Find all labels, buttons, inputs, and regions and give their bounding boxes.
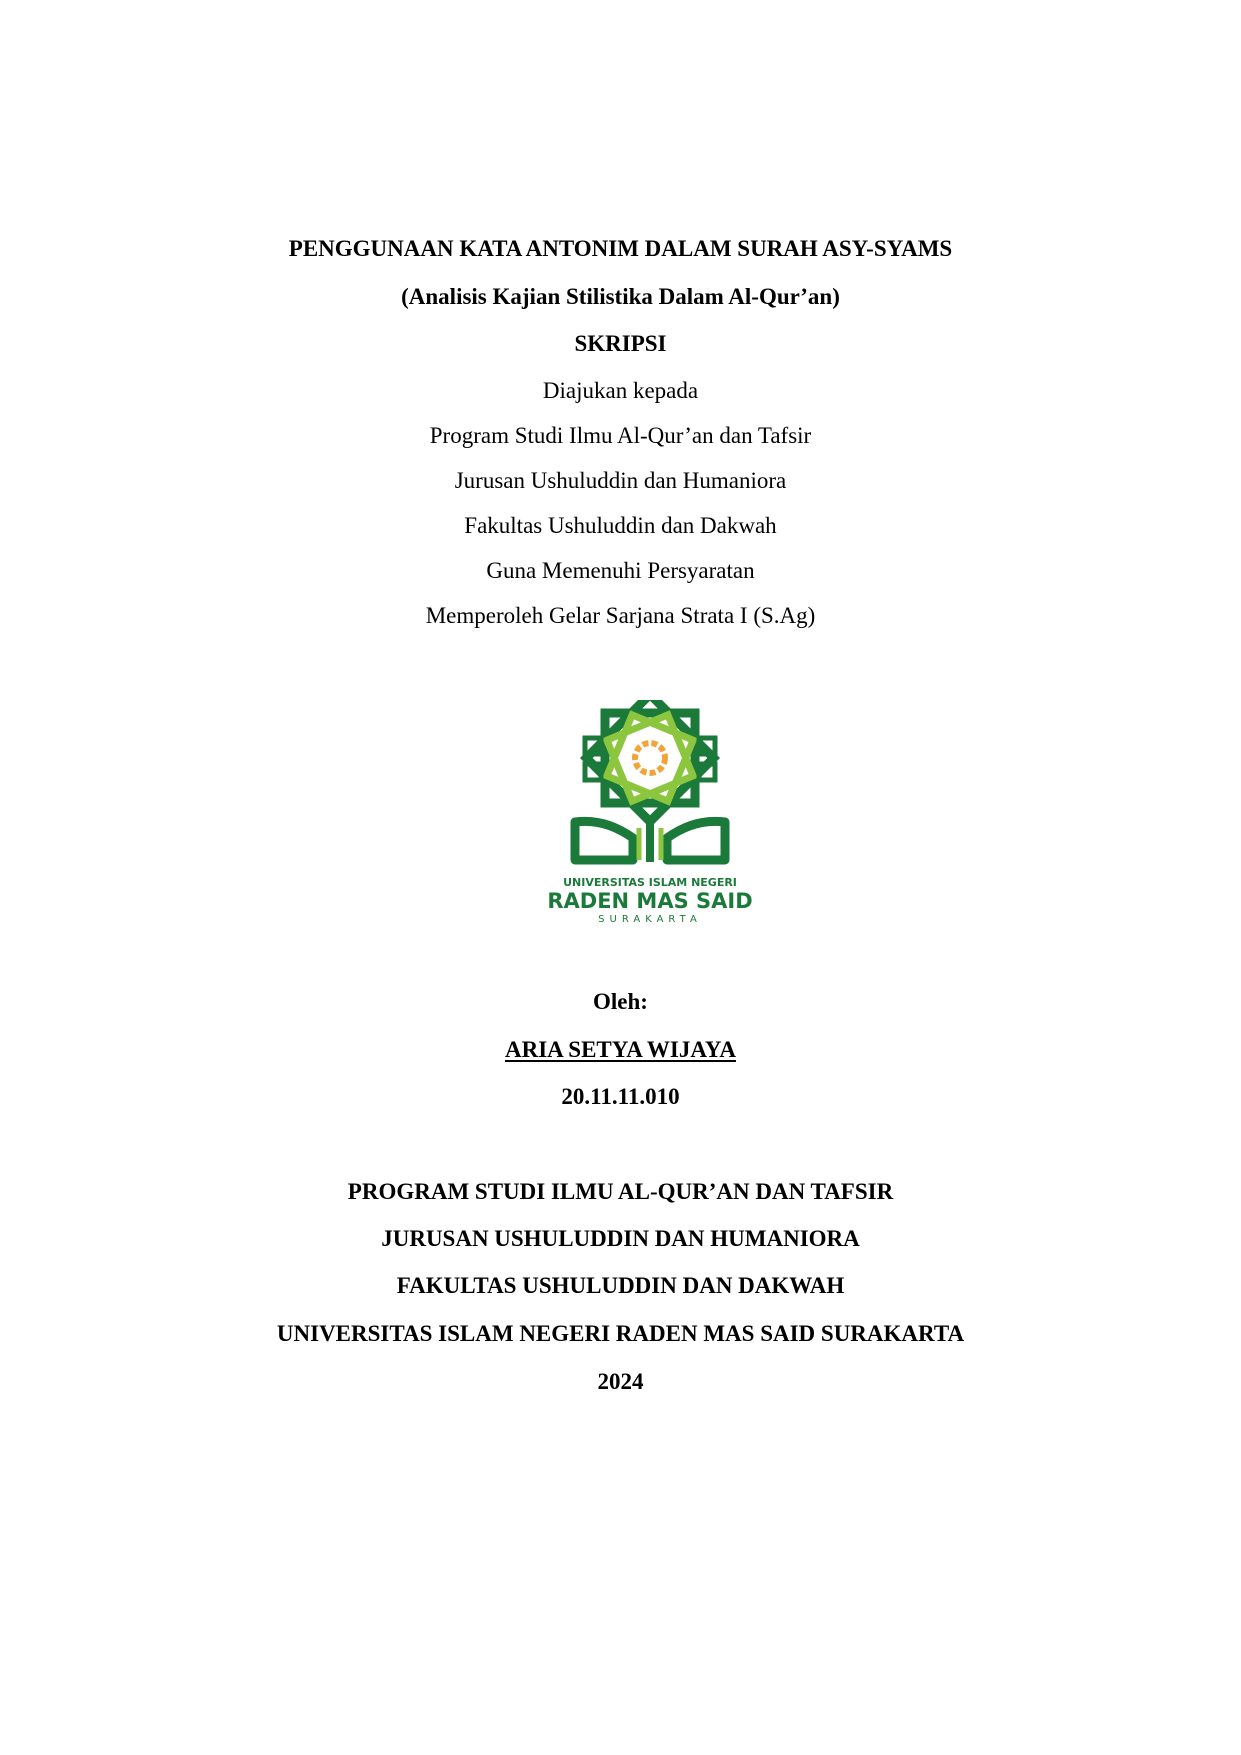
year: 2024 (597, 1369, 644, 1394)
logo-text-line1: UNIVERSITAS ISLAM NEGERI (563, 876, 737, 889)
submission-line-1: Diajukan kepada (542, 378, 699, 403)
university-logo (545, 700, 755, 925)
thesis-title: PENGGUNAAN KATA ANTONIM DALAM SURAH ASY-SYAMS (288, 236, 953, 261)
submission-line-3: Jurusan Ushuluddin dan Humaniora (454, 468, 787, 493)
institution-line-4: UNIVERSITAS ISLAM NEGERI RADEN MAS SAID SURAKARTA (276, 1321, 965, 1346)
document-type: SKRIPSI (574, 331, 667, 356)
by-label: Oleh: (593, 989, 648, 1014)
submission-line-2: Program Studi Ilmu Al-Qur’an dan Tafsir (429, 423, 812, 448)
thesis-subtitle: (Analisis Kajian Stilistika Dalam Al-Qur’an) (401, 284, 840, 309)
open-book-icon (575, 818, 725, 862)
student-id: 20.11.11.010 (561, 1084, 680, 1109)
submission-line-4: Fakultas Ushuluddin dan Dakwah (464, 513, 777, 538)
star-emblem-icon (585, 700, 715, 822)
institution-line-2: JURUSAN USHULUDDIN DAN HUMANIORA (381, 1226, 860, 1251)
author-name-text: ARIA SETYA WIJAYA (505, 1037, 736, 1062)
submission-line-5: Guna Memenuhi Persyaratan (486, 558, 755, 583)
submission-line-6: Memperoleh Gelar Sarjana Strata I (S.Ag) (425, 603, 816, 628)
author-name (0, 1035, 1241, 1065)
institution-line-1: PROGRAM STUDI ILMU AL-QUR’AN DAN TAFSIR (347, 1179, 894, 1204)
logo-text-line3: SURAKARTA (598, 914, 702, 925)
institution-line-3: FAKULTAS USHULUDDIN DAN DAKWAH (396, 1273, 845, 1298)
logo-text-line2: RADEN MAS SAID (547, 889, 753, 913)
